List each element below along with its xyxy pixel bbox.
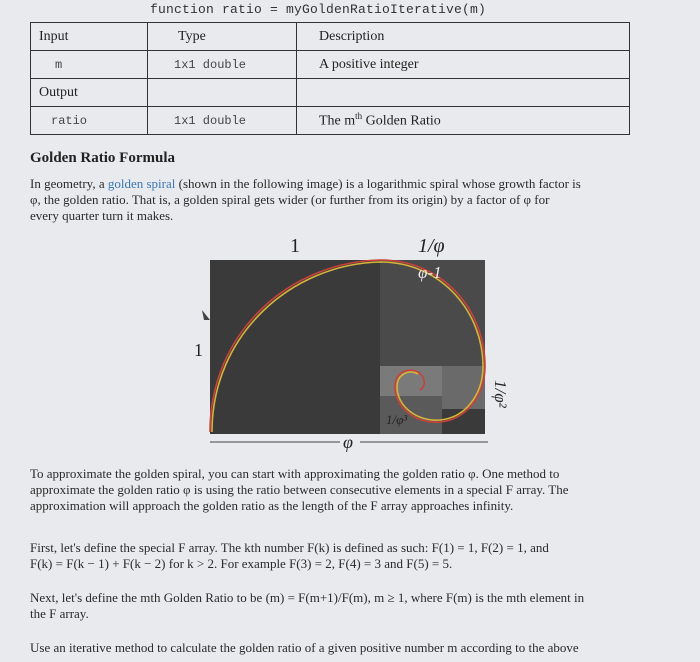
output-label: Output [31,79,148,107]
golden-spiral-link[interactable]: golden spiral [107,176,176,191]
label-inner: 1/φ³ [386,412,408,427]
iterative-method-paragraph: Use an iterative method to calculate the golden ratio of a given positive number m according to the above [30,640,579,655]
input-type: 1x1 double [148,51,297,79]
f-array-paragraph: First, let's define the special F array. The kth number F(k) is defined as such: F(1) = 1, F(2) = 1, and F(k) = F(k − 1) + F(k − 2) for k > 2. For example F(3) = 2, F(4) = 3 and F(5) = 5. [30,540,549,571]
output-name: ratio [31,107,148,135]
type-header: Type [148,23,297,51]
input-description: A positive integer [297,51,630,79]
cursor-arrow-icon [202,310,210,320]
empty-cell [297,79,630,107]
io-spec-table [30,22,630,135]
intro-paragraph: In geometry, a golden spiral (shown in the following image) is a logarithmic spiral whose growth factor is φ, the golden ratio. That is, a golden spiral gets wider (or further from its origin) by a factor of φ for every quarter turn it makes. [30,176,581,223]
table-row [31,51,630,79]
description-header: Description [297,23,630,51]
label-top-1: 1 [290,235,300,257]
spiral-square-3 [442,366,485,409]
table-row [31,107,630,135]
output-description: The $m^{th}$ Golden Ratio [297,107,630,135]
golden-spiral-figure [190,232,530,462]
input-label: Input [31,23,148,51]
output-type: 1x1 double [148,107,297,135]
label-right: 1/φ² [491,380,510,408]
section-title: Golden Ratio Formula [30,150,175,166]
function-signature: function ratio = myGoldenRatioIterative(m) [150,2,487,17]
table-row [31,79,630,107]
label-bottom: φ [343,432,353,452]
approximation-paragraph: To approximate the golden spiral, you can start with approximating the golden ratio φ. One method to approximate the golden ratio φ is using the ratio between consecutive elements in a special F array. The approximation will approach the golden ratio as the length of the F array approaches infinity. [30,466,569,513]
label-left-1: 1 [194,340,203,360]
golden-ratio-definition-paragraph: Next, let's define the mth Golden Ratio to be (m) = F(m+1)/F(m), m ≥ 1, where F(m) is the mth element in the F array. [30,590,585,621]
table-header-row [31,23,630,51]
empty-cell [148,79,297,107]
label-top-phi: 1/φ [418,235,445,257]
input-name: m [31,51,148,79]
label-phi-minus-1: φ-1 [418,263,442,282]
